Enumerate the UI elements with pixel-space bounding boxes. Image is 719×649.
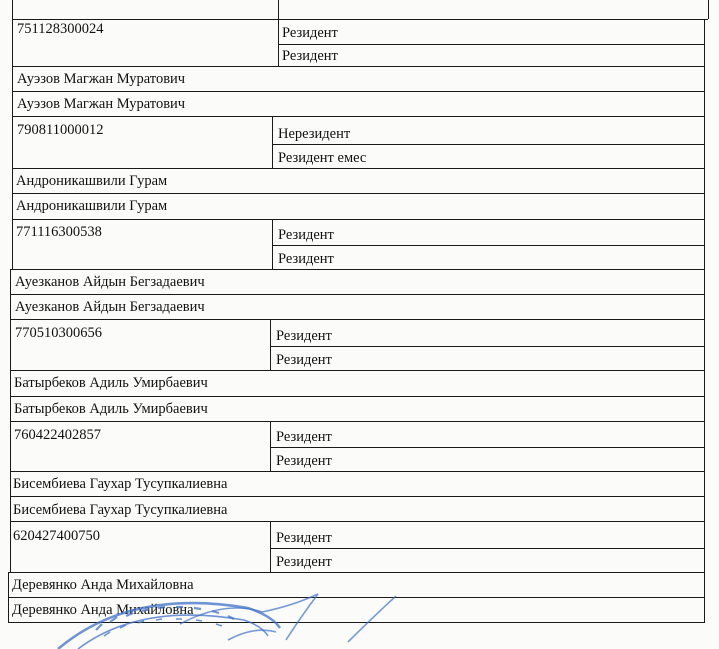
table-border-left bbox=[12, 0, 13, 269]
row-divider bbox=[10, 269, 704, 270]
table-border-left bbox=[8, 572, 9, 623]
full-name-ru: Батырбеков Адиль Умирбаевич bbox=[14, 375, 208, 391]
resident-status-ru: Резидент bbox=[276, 530, 332, 546]
column-divider bbox=[272, 219, 273, 269]
row-divider bbox=[8, 572, 704, 573]
iin-cell: 751128300024 bbox=[17, 21, 104, 37]
iin-cell: 760422402857 bbox=[14, 427, 101, 443]
full-name-ru: Деревянко Анда Михайловна bbox=[12, 577, 194, 593]
row-divider bbox=[12, 19, 708, 20]
resident-status-ru: Резидент bbox=[276, 328, 332, 344]
row-divider bbox=[278, 44, 704, 45]
row-divider bbox=[270, 346, 704, 347]
row-divider bbox=[12, 219, 704, 220]
full-name-ru: Ауэзов Магжан Муратович bbox=[17, 71, 186, 87]
full-name-ru: Андроникашвили Гурам bbox=[16, 173, 168, 189]
resident-status-ru: Резидент bbox=[278, 227, 334, 243]
row-divider bbox=[10, 396, 704, 397]
row-divider bbox=[12, 116, 704, 117]
row-divider bbox=[8, 597, 704, 598]
full-name-kz: Батырбеков Адиль Умирбаевич bbox=[14, 401, 208, 417]
iin-cell: 620427400750 bbox=[13, 528, 100, 544]
row-divider bbox=[272, 144, 704, 145]
full-name-kz: Бисембиева Гаухар Тусупкалиевна bbox=[13, 502, 228, 518]
column-divider bbox=[272, 116, 273, 168]
table-border-left bbox=[10, 269, 11, 572]
row-divider bbox=[10, 370, 704, 371]
row-divider bbox=[10, 521, 704, 522]
resident-status-kz: Резидент емес bbox=[278, 150, 367, 166]
iin-cell: 790811000012 bbox=[17, 122, 104, 138]
row-divider bbox=[10, 421, 704, 422]
table-border-right bbox=[704, 19, 705, 623]
column-divider bbox=[278, 0, 279, 66]
full-name-kz: Андроникашвили Гурам bbox=[16, 198, 168, 214]
row-divider bbox=[12, 91, 704, 92]
full-name-kz: Деревянко Анда Михайловна bbox=[12, 602, 194, 618]
column-divider bbox=[270, 521, 271, 572]
resident-status-ru: Резидент bbox=[276, 429, 332, 445]
row-divider bbox=[12, 193, 704, 194]
row-divider bbox=[10, 319, 704, 320]
row-divider bbox=[12, 168, 704, 169]
row-divider bbox=[10, 496, 704, 497]
row-divider bbox=[12, 66, 704, 67]
resident-status-kz: Резидент bbox=[276, 554, 332, 570]
row-divider bbox=[8, 622, 704, 623]
row-divider bbox=[270, 447, 704, 448]
column-divider bbox=[270, 319, 271, 370]
iin-cell: 771116300538 bbox=[16, 224, 102, 240]
row-divider bbox=[10, 471, 704, 472]
resident-status-kz: Резидент bbox=[278, 251, 334, 267]
resident-status-kz: Резидент bbox=[276, 453, 332, 469]
resident-status-kz: Резидент bbox=[282, 48, 338, 64]
row-divider bbox=[270, 548, 704, 549]
full-name-kz: Ауэзов Магжан Муратович bbox=[17, 96, 186, 112]
full-name-kz: Ауезканов Айдын Бегзадаевич bbox=[15, 299, 205, 315]
full-name-ru: Ауезканов Айдын Бегзадаевич bbox=[15, 274, 205, 290]
row-divider bbox=[272, 245, 704, 246]
iin-cell: 770510300656 bbox=[15, 325, 102, 341]
column-divider bbox=[270, 421, 271, 471]
full-name-ru: Бисембиева Гаухар Тусупкалиевна bbox=[13, 476, 228, 492]
row-divider bbox=[10, 294, 704, 295]
resident-status-ru: Резидент bbox=[282, 25, 338, 41]
table-border-right bbox=[708, 0, 709, 19]
resident-status-ru: Нерезидент bbox=[278, 126, 351, 142]
resident-status-kz: Резидент bbox=[276, 352, 332, 368]
